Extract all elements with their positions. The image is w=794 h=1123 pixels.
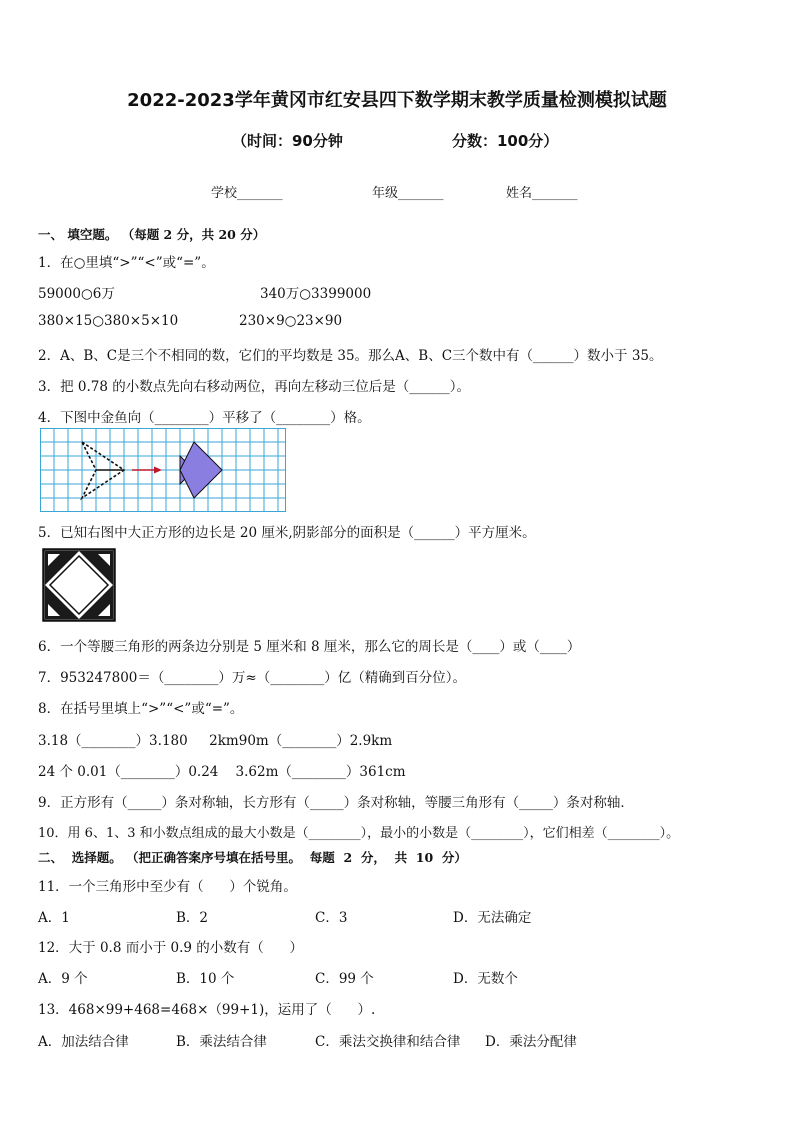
question-12: 12．大于 0.8 而小于 0.9 的小数有（ ） [38, 940, 304, 956]
question-4: 4．下图中金鱼向（________）平移了（________）格。 [38, 410, 371, 426]
question-1-item-b: 340万○3399000 [260, 286, 372, 302]
section-heading-fill: 一、 填空题。 （每题 2 分，共 20 分） [38, 227, 266, 242]
question-11-option-a[interactable]: A．1 [38, 910, 70, 926]
question-13-option-b[interactable]: B．乘法结合律 [176, 1034, 267, 1050]
question-1-item-a: 59000○6万 [38, 286, 115, 302]
question-9: 9．正方形有（_____）条对称轴，长方形有（_____）条对称轴，等腰三角形有（_____）条对称轴． [38, 795, 634, 811]
question-8: 8．在括号里填上“>”“<”或“=”。 [38, 701, 244, 717]
name-field[interactable]: 姓名_______ [506, 186, 578, 201]
question-13-option-c[interactable]: C．乘法交换律和结合律 [315, 1034, 461, 1050]
question-13-option-a[interactable]: A．加法结合律 [38, 1034, 129, 1050]
question-11-option-d[interactable]: D．无法确定 [453, 910, 532, 926]
grid-lines [40, 428, 286, 512]
fish-grid-figure [40, 428, 286, 512]
question-1: 1．在○里填“>”“<”或“=”。 [38, 255, 215, 271]
question-12-option-c[interactable]: C．99 个 [315, 971, 374, 987]
grade-field[interactable]: 年级_______ [372, 186, 444, 201]
question-12-option-b[interactable]: B．10 个 [176, 971, 235, 987]
question-1-item-c: 380×15○380×5×10 [38, 313, 179, 329]
question-1-item-d: 230×9○23×90 [239, 313, 343, 329]
question-11: 11．一个三角形中至少有（ ）个锐角。 [38, 879, 297, 895]
question-12-option-d[interactable]: D．无数个 [453, 971, 518, 987]
translation-arrow [132, 467, 162, 474]
question-13: 13．468×99+468=468×（99+1)，运用了（ ）. [38, 1002, 376, 1018]
question-2: 2．A、B、C是三个不相同的数，它们的平均数是 35。那么A、B、C三个数中有（______）数小于 35。 [38, 348, 663, 364]
exam-time: （时间：90分钟 [232, 132, 343, 150]
question-11-option-b[interactable]: B．2 [176, 910, 209, 926]
question-13-option-d[interactable]: D．乘法分配律 [485, 1034, 577, 1050]
page-title: 2022-2023学年黄冈市红安县四下数学期末教学质量检测模拟试题 [127, 90, 667, 111]
question-3: 3．把 0.78 的小数点先向右移动两位，再向左移动三位后是（______）。 [38, 379, 470, 395]
question-11-option-c[interactable]: C．3 [315, 910, 348, 926]
question-12-option-a[interactable]: A．9 个 [38, 971, 88, 987]
question-8-row-1: 3.18（________）3.180 2km90m（________）2.9km [38, 733, 393, 749]
square-shaded-figure [42, 548, 116, 622]
question-6: 6．一个等腰三角形的两条边分别是 5 厘米和 8 厘米，那么它的周长是（____）或（____） [38, 639, 581, 655]
section-heading-choice: 二、 选择题。 （把正确答案序号填在括号里。 每题 2 分， 共 10 分） [38, 850, 467, 865]
exam-score: 分数：100分） [452, 132, 559, 150]
school-field[interactable]: 学校_______ [211, 186, 283, 201]
question-7: 7．953247800＝（________）万≈（________）亿（精确到百分位）。 [38, 670, 466, 686]
moved-fish [180, 442, 222, 498]
question-5: 5．已知右图中大正方形的边长是 20 厘米,阴影部分的面积是（______）平方厘米。 [38, 525, 536, 541]
question-8-row-2: 24 个 0.01（________）0.24 3.62m（________）361cm [38, 764, 406, 780]
question-10: 10．用 6、1、3 和小数点组成的最大小数是（________），最小的小数是（________），它们相差（________）。 [38, 826, 680, 841]
